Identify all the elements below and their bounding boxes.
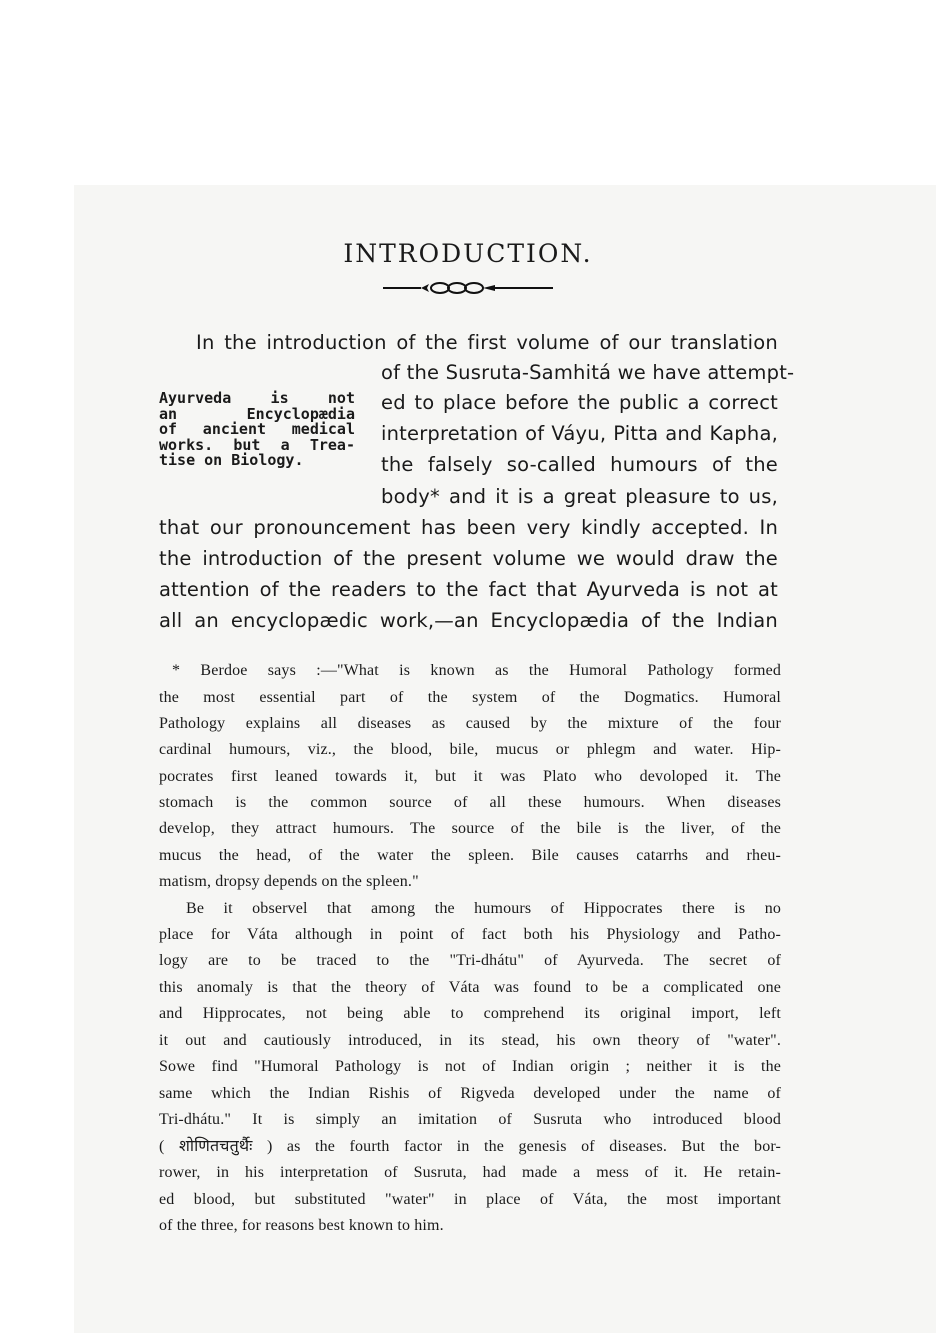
footnote-line: rower, in his interpretation of Susruta, had made a mess of it. He retain- xyxy=(159,1164,781,1181)
body-line: that our pronouncement has been very kindly accepted. In xyxy=(159,516,778,539)
footnote-line: place for Váta although in point of fact both his Physiology and Patho- xyxy=(159,926,781,943)
footnote-line: Sowe find "Humoral Pathology is not of Indian origin ; neither it is the xyxy=(159,1058,781,1075)
footnote-line: and Hipprocates, not being able to comprehend its original import, left xyxy=(159,1005,781,1022)
footnote-line: Tri-dhátu." It is simply an imitation of Susruta who introduced blood xyxy=(159,1111,781,1128)
margin-note-line: tise on Biology. xyxy=(159,451,304,469)
body-line: of the Susruta-Samhitá we have attempt- xyxy=(381,361,795,384)
footnote-line: logy are to be traced to the "Tri-dhátu" of Ayurveda. The secret of xyxy=(159,952,781,969)
footnote-line: this anomaly is that the theory of Váta was found to be a complicated one xyxy=(159,979,781,996)
footnote-line: Pathology explains all diseases as caused by the mixture of the four xyxy=(159,715,781,732)
footnote-line: matism, dropsy depends on the spleen." xyxy=(159,873,419,890)
margin-note-line: an Encyclopædia xyxy=(159,404,355,423)
footnote-line: the most essential part of the system of the Dogmatics. Humoral xyxy=(159,689,781,706)
footnote-line: pocrates first leaned towards it, but it was Plato who devoloped it. The xyxy=(159,768,781,785)
margin-note-line: of ancient medical xyxy=(159,420,355,438)
body-line: interpretation of Váyu, Pitta and Kapha, xyxy=(381,422,778,445)
page-title: INTRODUCTION. xyxy=(343,238,593,268)
margin-note-line: Ayurveda is not xyxy=(159,389,355,407)
footnote-line: Be it observel that among the humours of Hippocrates there is no xyxy=(186,900,781,917)
footnote-line: it out and cautiously introduced, in its stead, his own theory of "water". xyxy=(159,1032,781,1049)
footnote-line: same which the Indian Rishis of Rigveda developed under the name of xyxy=(159,1085,781,1102)
body-line: the falsely so-called humours of the xyxy=(381,453,778,476)
margin-note-line: works. but a Trea- xyxy=(159,435,355,454)
body-line: the introduction of the present volume we would draw the xyxy=(159,547,778,570)
footnote-line: mucus the head, of the water the spleen. Bile causes catarrhs and rheu- xyxy=(159,847,781,864)
footnote-line: stomach is the common source of all these humours. When diseases xyxy=(159,794,781,811)
body-line: body* and it is a great pleasure to us, xyxy=(381,485,778,508)
footnote-line: ed blood, but substituted "water" in place of Váta, the most important xyxy=(159,1191,781,1208)
footnote-line: ( शोणितचतुर्थैः ) as the fourth factor in the genesis of diseases. But the bor- xyxy=(159,1138,781,1155)
body-line: ed to place before the public a correct xyxy=(381,391,778,414)
footnote-line: of the three, for reasons best known to him. xyxy=(159,1217,444,1234)
footnote-line: cardinal humours, viz., the blood, bile, mucus or phlegm and water. Hip- xyxy=(159,741,781,758)
body-line: attention of the readers to the fact that Ayurveda is not at xyxy=(159,578,778,601)
footnote-line: develop, they attract humours. The source of the bile is the liver, of the xyxy=(159,820,781,837)
body-line: all an encyclopædic work,—an Encyclopædia of the Indian xyxy=(159,609,778,632)
margin-note xyxy=(159,391,355,469)
ornament-divider xyxy=(383,280,553,296)
body-line: In the introduction of the first volume of our translation xyxy=(196,331,778,354)
footnote-line: * Berdoe says :—"What is known as the Humoral Pathology formed xyxy=(172,662,781,679)
